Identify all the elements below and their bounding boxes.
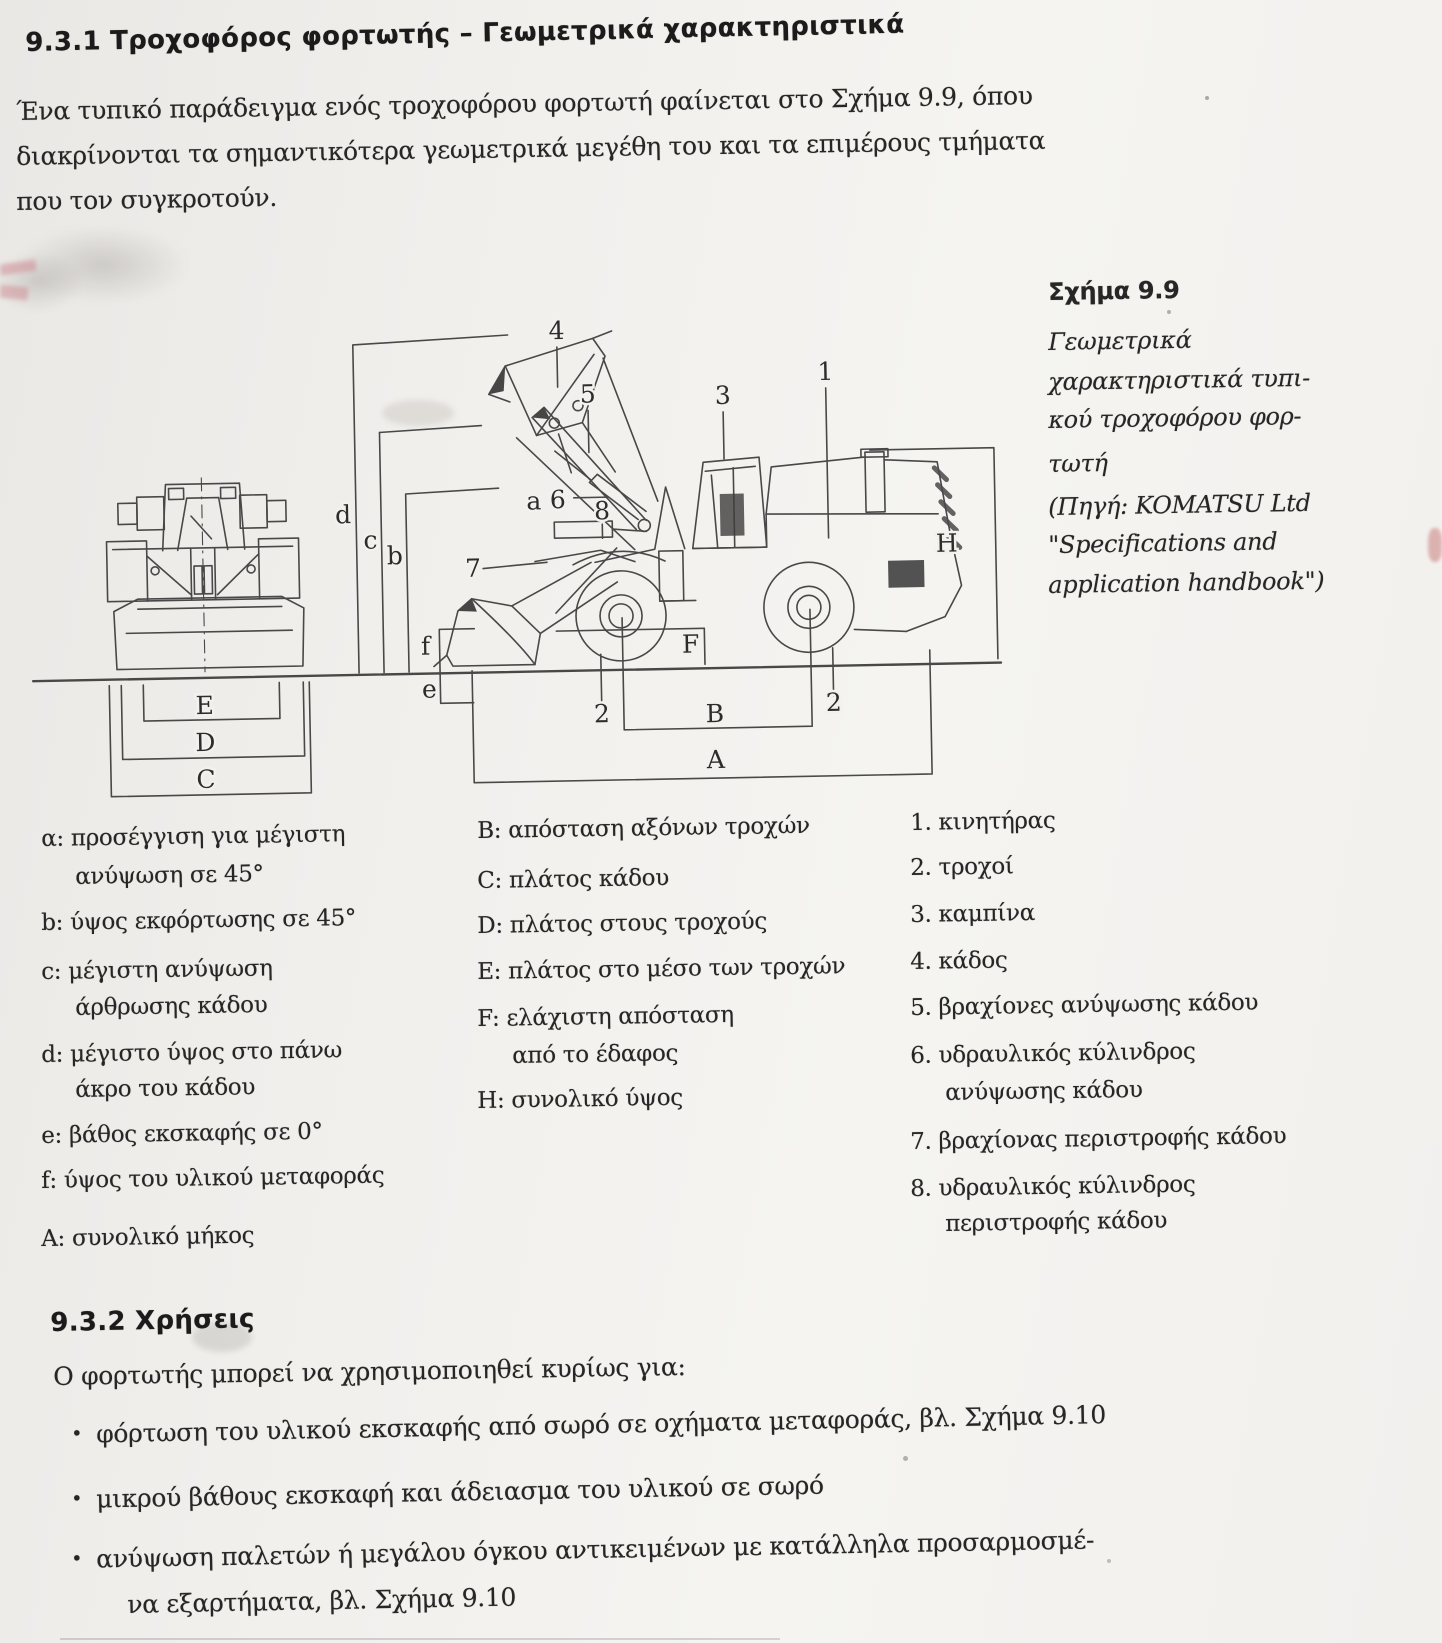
diagram-label-E: E xyxy=(195,690,215,721)
part-8: 8. υδραυλικός κύλινδρος xyxy=(910,1171,1196,1202)
figure-caption-title: Σχήμα 9.9 xyxy=(1048,275,1180,306)
intro-line: που τον συγκροτούν. xyxy=(16,182,278,216)
figure-caption-line: application handbook") xyxy=(1048,566,1325,599)
legend-item-A: A: συνολικό μήκος xyxy=(41,1222,255,1252)
bullet-icon: • xyxy=(71,1487,83,1510)
legend-item-b: b: ύψος εκφόρτωσης σε 45° xyxy=(41,905,357,936)
figure-caption-line: "Specifications and xyxy=(1048,527,1278,559)
legend-item-H: H: συνολικό ύψος xyxy=(477,1084,684,1114)
part-7: 7. βραχίονας περιστροφής κάδου xyxy=(910,1123,1287,1155)
diagram-label-H: H xyxy=(935,528,958,558)
intro-line: Ένα τυπικό παράδειγμα ενός τροχοφόρου φορτωτή φαίνεται στο Σχήμα 9.9, όπου xyxy=(16,81,1033,126)
diagram-label-f: f xyxy=(420,631,431,661)
diagram-label-C: C xyxy=(196,764,216,795)
bullet-icon: • xyxy=(71,1547,83,1570)
legend-item-B: B: απόσταση αξόνων τροχών xyxy=(477,812,810,844)
part-2: 2. τροχοί xyxy=(910,853,1014,881)
part-8-line2: περιστροφής κάδου xyxy=(945,1207,1168,1237)
part-1: 1. κινητήρας xyxy=(910,807,1056,836)
diagram-label-e: e xyxy=(421,674,438,704)
legend-item-e: e: βάθος εκσκαφής σε 0° xyxy=(41,1118,323,1149)
diagram-label-5: 5 xyxy=(579,379,596,409)
front-view xyxy=(105,476,305,674)
figure-caption-line: κού τροχοφόρου φορ- xyxy=(1048,402,1302,434)
diagram-label-1: 1 xyxy=(817,356,834,387)
diagram-label-a: a xyxy=(526,486,542,516)
legend-item-F: F: ελάχιστη απόσταση xyxy=(477,1001,735,1032)
section-heading-932: 9.3.2 Χρήσεις xyxy=(50,1304,255,1338)
legend-item-a: α: προσέγγιση για μέγιστη xyxy=(41,821,346,852)
section-heading-931: 9.3.1 Τροχοφόρος φορτωτής – Γεωμετρικά χαρακτηριστικά xyxy=(25,9,905,58)
figure-caption-line: (Πηγή: KOMATSU Ltd xyxy=(1048,488,1311,521)
diagram-label-7: 7 xyxy=(464,553,482,583)
part-5: 5. βραχίονες ανύψωσης κάδου xyxy=(910,989,1259,1021)
diagram-label-2: 2 xyxy=(593,699,611,729)
legend-item-E: E: πλάτος στο μέσο των τροχών xyxy=(477,953,846,985)
legend-item-d: d: μέγιστο ύψος στο πάνω xyxy=(41,1037,343,1068)
diagram-label-D: D xyxy=(195,727,216,758)
legend-item-d-line2: άκρο του κάδου xyxy=(75,1074,256,1103)
part-4: 4. κάδος xyxy=(910,947,1008,975)
dimension-lines xyxy=(353,326,1000,785)
diagram-label-B: B xyxy=(705,698,725,729)
bullet-text: μικρού βάθους εκσκαφή και άδειασμα του υλικού σε σωρό xyxy=(95,1470,824,1514)
diagram-label-2: 2 xyxy=(825,687,842,717)
part-3: 3. καμπίνα xyxy=(910,900,1036,928)
diagram-label-3: 3 xyxy=(714,380,732,411)
figure-caption-line: χαρακτηριστικά τυπι- xyxy=(1048,363,1311,396)
side-view xyxy=(428,324,963,666)
intro-line: διακρίνονται τα σημαντικότερα γεωμετρικά μεγέθη του και τα επιμέρους τμήματα xyxy=(16,125,1046,171)
legend-item-C: C: πλάτος κάδου xyxy=(477,864,670,894)
diagram-label-d: d xyxy=(334,500,352,530)
diagram-label-A: A xyxy=(706,744,726,775)
uses-lead: Ο φορτωτής μπορεί να χρησιμοποιηθεί κυρίως για: xyxy=(53,1352,686,1391)
legend-item-c-line2: άρθρωσης κάδου xyxy=(75,991,268,1021)
figure-caption-line: τωτή xyxy=(1048,449,1108,478)
part-6: 6. υδραυλικός κύλινδρος xyxy=(910,1038,1196,1069)
legend-item-c: c: μέγιστη ανύψωση xyxy=(41,955,273,985)
diagram-label-4: 4 xyxy=(548,315,565,346)
legend-item-D: D: πλάτος στους τροχούς xyxy=(477,908,768,939)
bullet-text: ανύψωση παλετών ή μεγάλου όγκου αντικειμένων με κατάλληλα προσαρμοσμέ- xyxy=(95,1525,1095,1574)
legend-item-a-line2: ανύψωση σε 45° xyxy=(75,861,264,890)
diagram-label-b: b xyxy=(386,541,404,571)
bullet-text: φόρτωση του υλικού εκσκαφής από σωρό σε οχήματα μεταφοράς, βλ. Σχήμα 9.10 xyxy=(95,1400,1107,1449)
diagram-label-8: 8 xyxy=(593,496,611,526)
legend-item-F-line2: από το έδαφος xyxy=(512,1040,679,1069)
part-6-line2: ανύψωσης κάδου xyxy=(945,1076,1143,1106)
bullet-item-continuation: να εξαρτήματα, βλ. Σχήμα 9.10 xyxy=(127,1582,517,1619)
figure-caption-line: Γεωμετρικά xyxy=(1048,325,1192,356)
diagram-label-6: 6 xyxy=(549,484,567,515)
diagram-label-F: F xyxy=(681,629,700,659)
bullet-icon: • xyxy=(71,1422,83,1445)
legend-item-f: f: ύψος του υλικού μεταφοράς xyxy=(41,1162,385,1194)
diagram-label-c: c xyxy=(363,525,378,555)
